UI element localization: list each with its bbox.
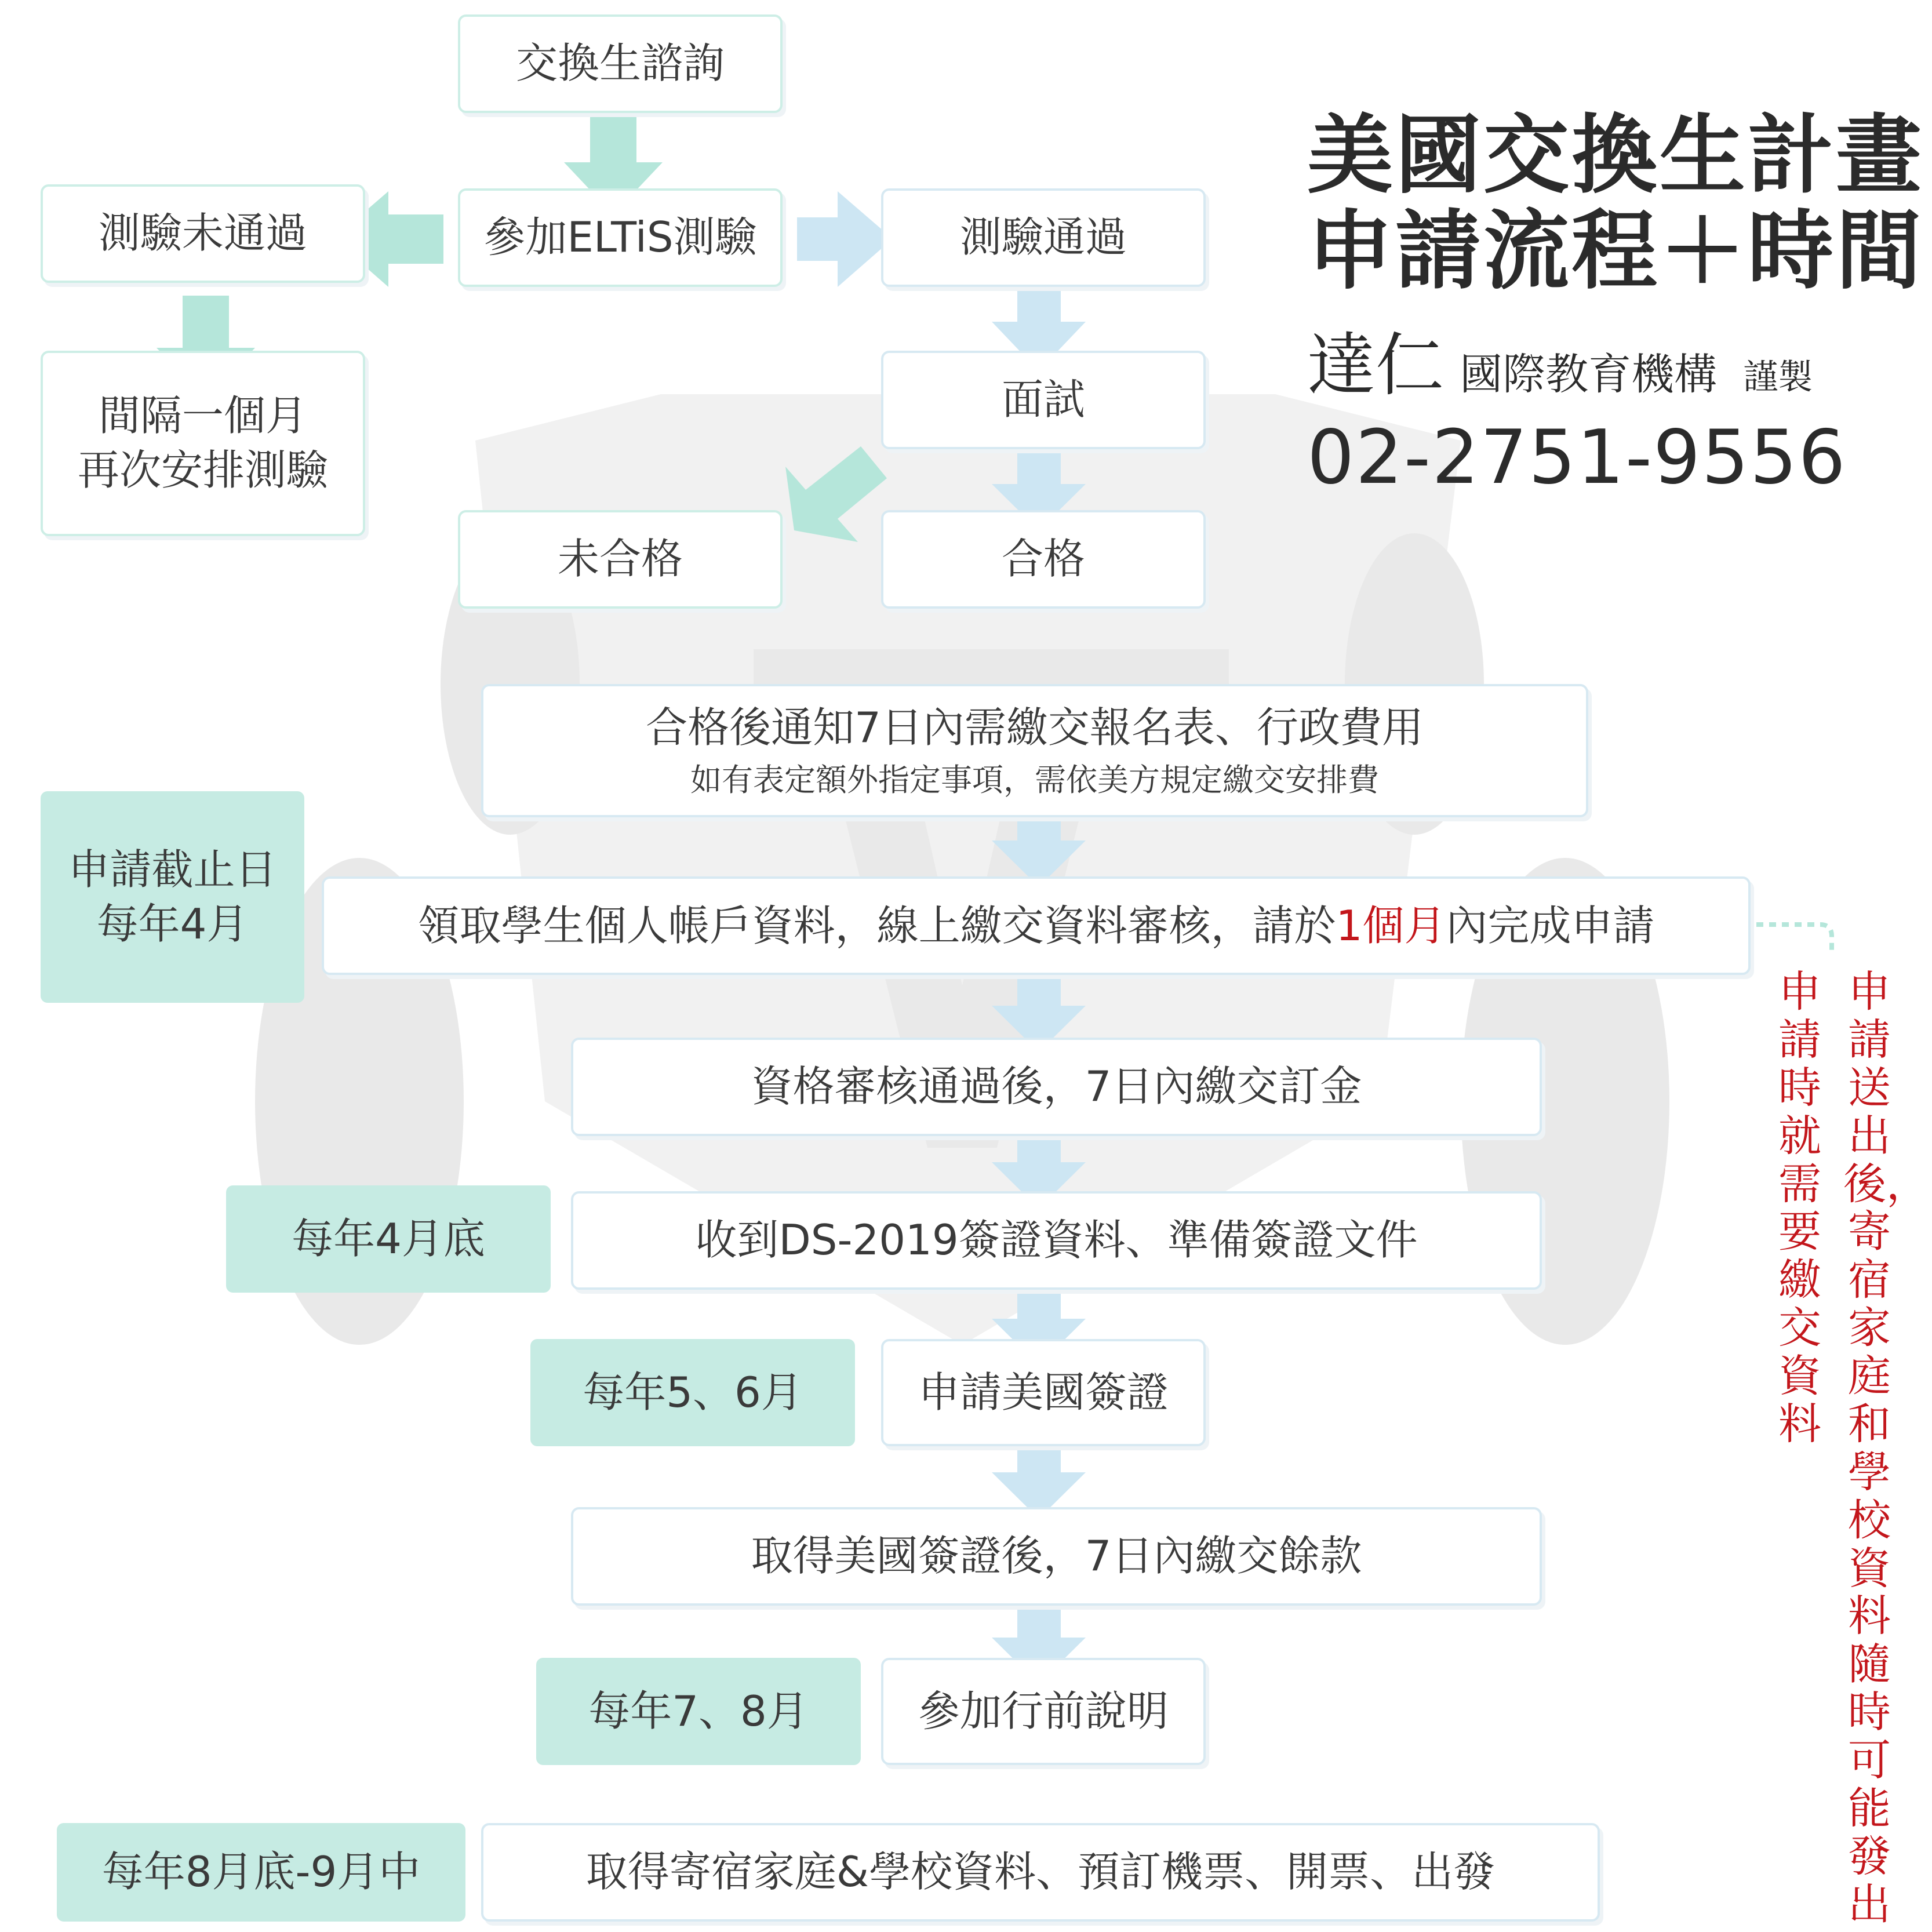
balance-label: 取得美國簽證後，7日內繳交餘款: [751, 1531, 1362, 1581]
ds2019-label: 收到DS-2019簽證資料、準備簽證文件: [695, 1216, 1418, 1265]
late-april-badge: [226, 1185, 551, 1293]
interview-box: [881, 351, 1206, 449]
depart-label: 取得寄宿家庭&學校資料、預訂機票、開票、出發: [585, 1847, 1496, 1897]
brand-suffix: 謹製: [1743, 357, 1813, 398]
brand-org: 國際教育機構: [1460, 350, 1718, 399]
account-text-pre: 領取學生個人帳戶資料，線上繳交資料審核，請於: [417, 901, 1336, 950]
visa-apply-box: [881, 1339, 1206, 1446]
ds2019-box: [571, 1191, 1542, 1290]
dotted-connector: [1756, 925, 1832, 951]
account-text-post: 內完成申請: [1446, 901, 1655, 950]
account-box: [322, 876, 1751, 975]
test-failed-label: 測驗未通過: [98, 209, 307, 258]
deposit-box: [571, 1038, 1542, 1136]
test-passed-box: [881, 188, 1206, 287]
qualified-label: 合格: [1001, 534, 1085, 584]
consult-box: [458, 14, 783, 113]
brand-name: 達仁: [1307, 325, 1445, 405]
account-deadline-highlight: 1個月: [1336, 901, 1446, 950]
orientation-box: [881, 1658, 1206, 1765]
eltis-test-label: 參加ELTiS測驗: [483, 213, 757, 262]
arrow-interview-to-notqualified: [785, 446, 887, 542]
not-qualified-label: 未合格: [557, 534, 683, 584]
test-failed-box: [41, 184, 365, 283]
qualified-box: [881, 510, 1206, 609]
interview-label: 面試: [1001, 375, 1085, 424]
depart-box: [481, 1823, 1600, 1922]
retest-line-1: 間隔一個月: [98, 391, 307, 441]
may-june-label: 每年5、6月: [583, 1367, 803, 1417]
late-april-label: 每年4月底: [292, 1214, 485, 1263]
test-passed-label: 測驗通過: [959, 213, 1127, 262]
deadline-line-1: 申請截止日: [68, 845, 277, 894]
deadline-line-2: 每年4月: [96, 899, 249, 948]
not-qualified-box: [458, 510, 783, 609]
retest-line-2: 再次安排測驗: [77, 446, 328, 494]
arrow-eltis-to-passed: [797, 191, 893, 287]
phone-number: 02-2751-9556: [1307, 414, 1847, 501]
notify-main-text: 合格後通知7日內需繳交報名表、行政費用: [646, 703, 1424, 752]
may-june-badge: [530, 1339, 855, 1446]
side-note-right: 申請送出後，寄宿家庭和學校資料隨時可能發出: [1843, 967, 1929, 1930]
retest-box: [41, 351, 365, 536]
brand-line: [1307, 310, 1813, 409]
notify-box: [481, 684, 1588, 817]
side-note-left: 申請時就需要繳交資料: [1778, 967, 1821, 1449]
jul-aug-badge: [536, 1658, 861, 1765]
deadline-badge: [41, 791, 304, 1003]
jul-aug-label: 每年7、8月: [588, 1686, 809, 1735]
notify-sub-text: 如有表定額外指定事項，需依美方規定繳交安排費: [690, 761, 1379, 798]
aug-sep-label: 每年8月底-9月中: [101, 1847, 421, 1897]
title-line-1: 美國交換生計畫: [1307, 105, 1924, 205]
consult-label: 交換生諮詢: [515, 39, 725, 88]
orientation-label: 參加行前說明: [918, 1686, 1169, 1735]
eltis-test-box: [458, 188, 783, 287]
deposit-label: 資格審核通過後，7日內繳交訂金: [751, 1062, 1362, 1111]
title-line-2: 申請流程＋時間: [1307, 201, 1924, 301]
visa-apply-label: 申請美國簽證: [918, 1367, 1169, 1417]
balance-box: [571, 1507, 1542, 1606]
aug-sep-badge: [57, 1823, 465, 1922]
